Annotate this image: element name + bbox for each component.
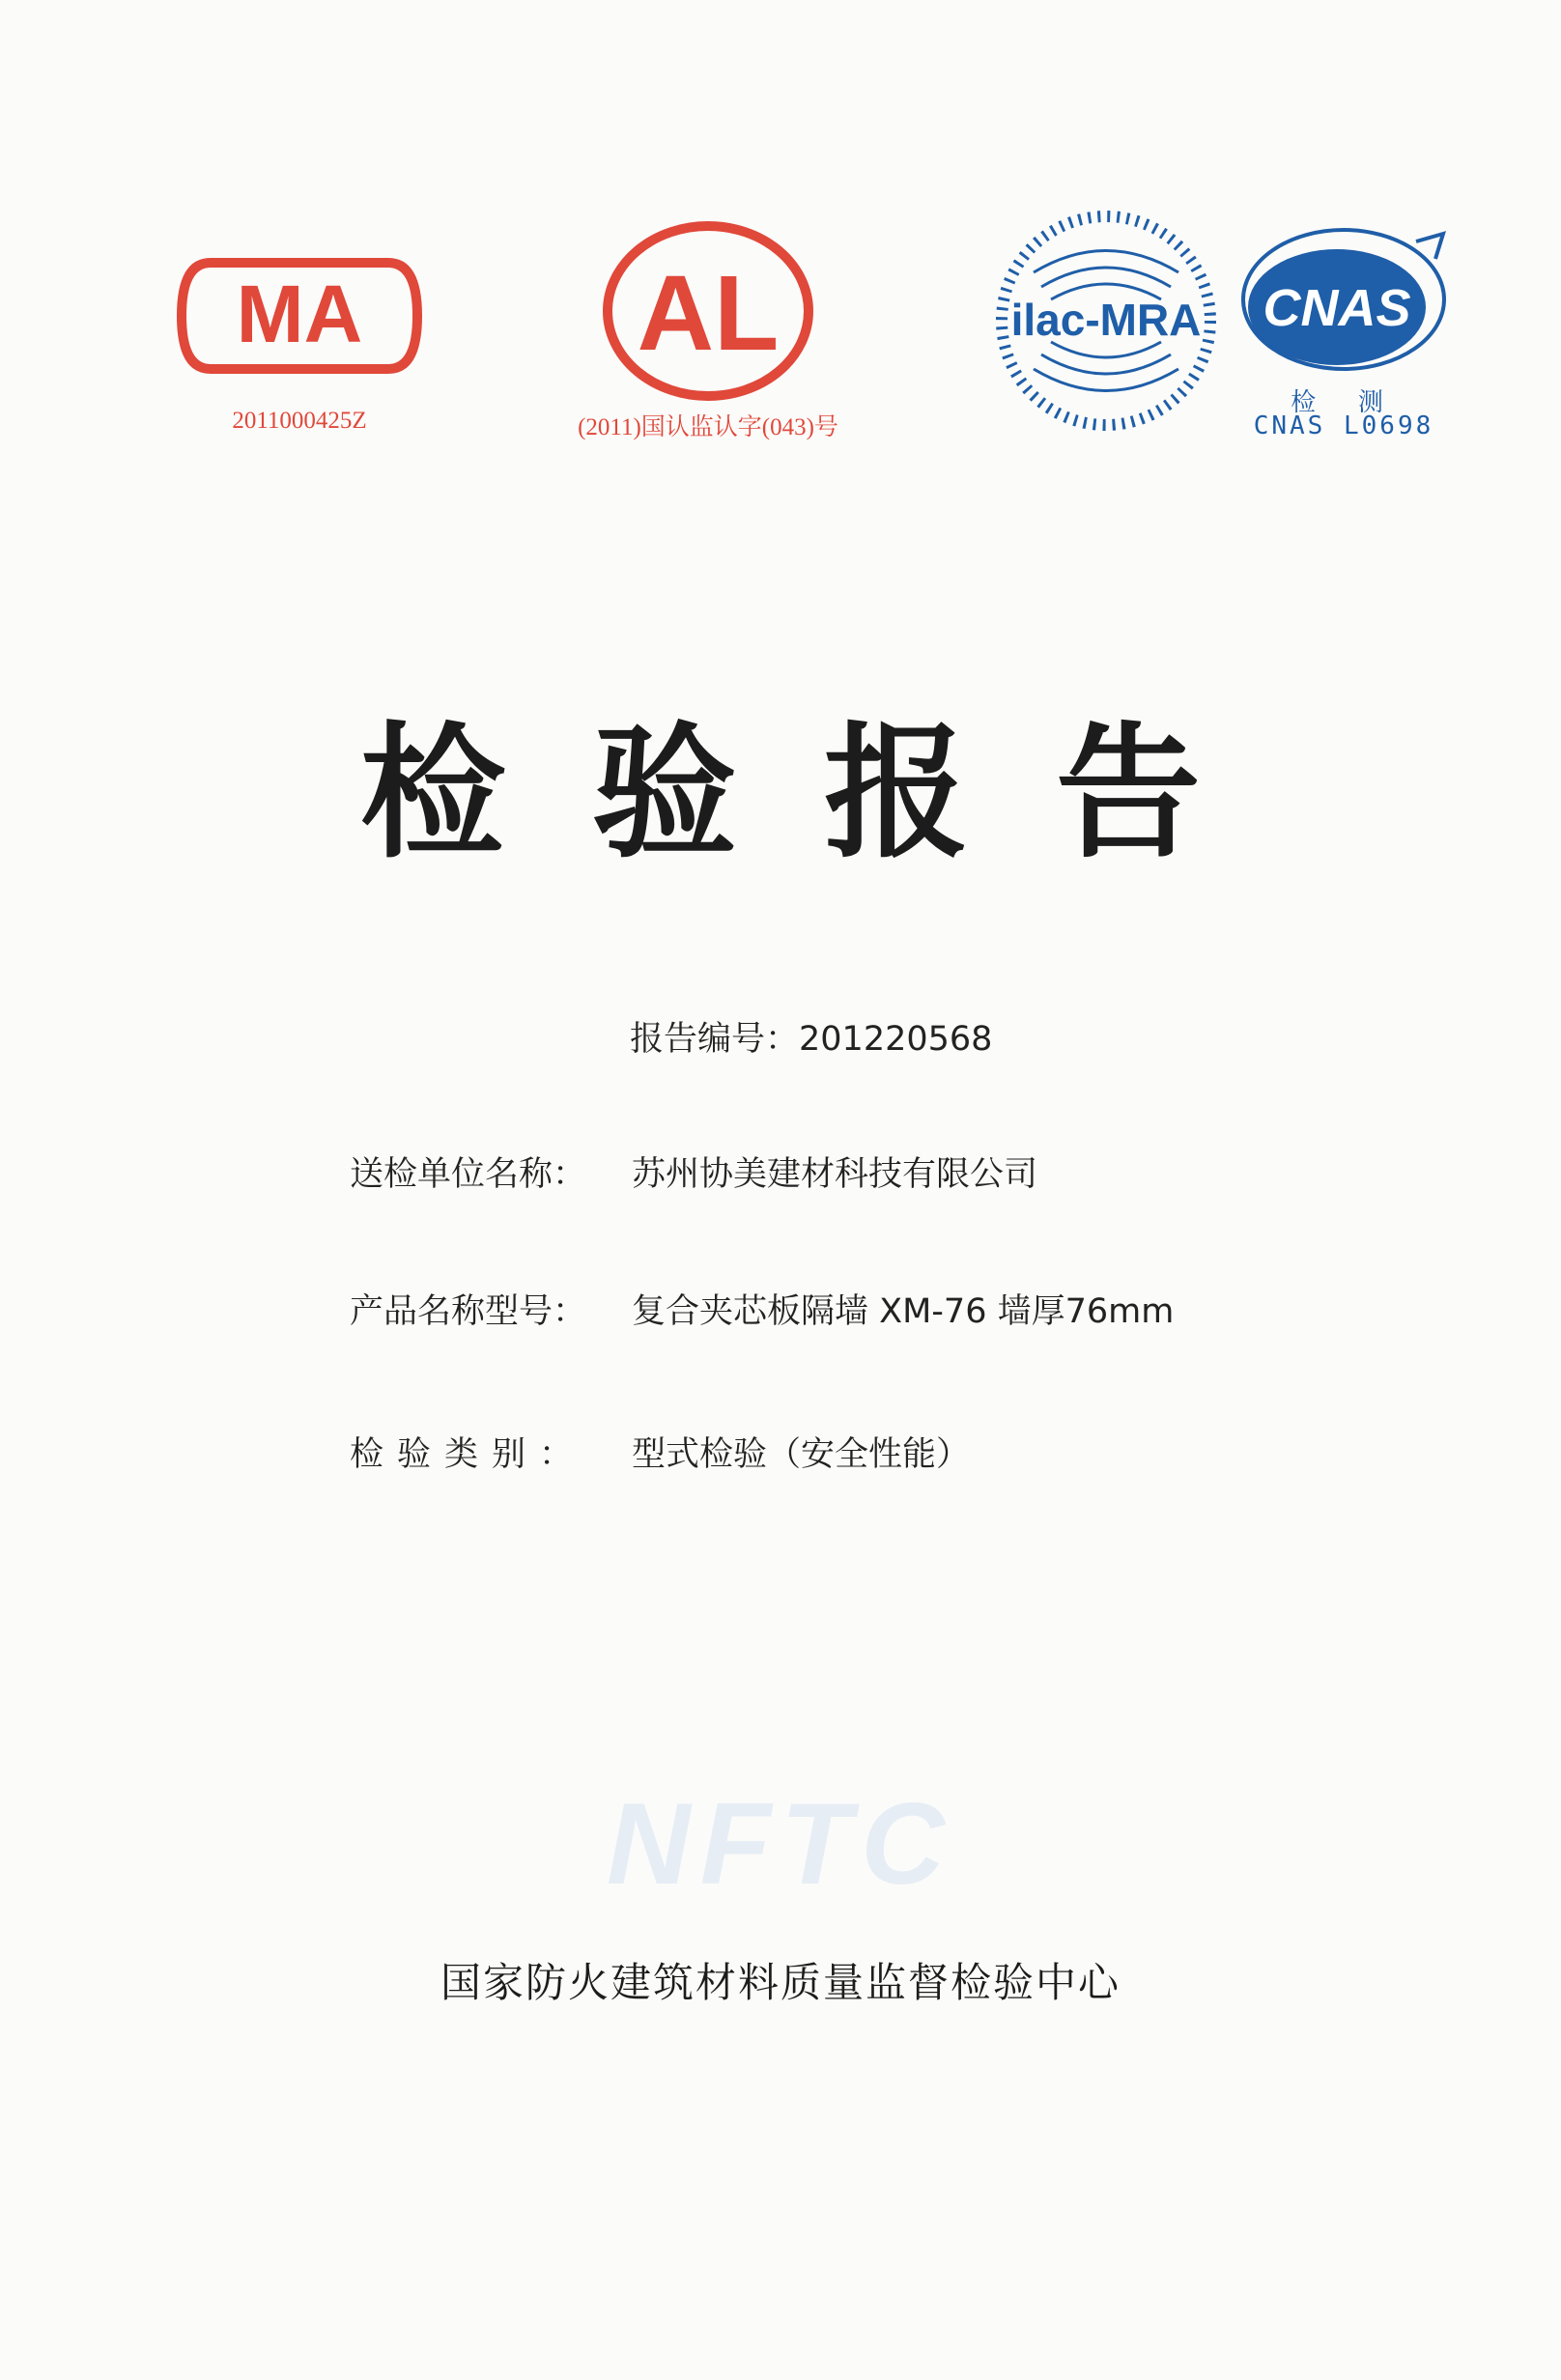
- cal-cert-number: (2011)国认监认字(043)号: [578, 414, 838, 440]
- report-number-label: 报告编号：: [630, 1020, 800, 1059]
- ilac-mra-logo: [993, 205, 1219, 437]
- cnas-cert-number: CNAS L0698: [1253, 411, 1434, 440]
- cma-cert-number: 2011000425Z: [232, 408, 367, 434]
- product-label: 产品名称型号：: [350, 1292, 587, 1331]
- ilac-mark-text: ilac-MRA: [1010, 295, 1202, 345]
- cal-logo: [597, 214, 819, 408]
- cnas-sub-label: 检 测: [1291, 388, 1397, 417]
- cma-logo: [174, 253, 425, 379]
- product-row: [350, 1285, 1174, 1333]
- test-type-label: 检验类别：: [350, 1435, 587, 1474]
- report-number: [630, 1012, 992, 1061]
- test-type-row: [350, 1428, 970, 1476]
- nftc-watermark: NFTC: [607, 1779, 954, 1909]
- cal-mark-text: AL: [637, 254, 780, 373]
- report-title: 检验报告: [359, 710, 1288, 878]
- issuing-organization: 国家防火建筑材料质量监督检验中心: [440, 1959, 1121, 2006]
- client-value: 苏州协美建材科技有限公司: [632, 1155, 1038, 1194]
- report-number-value: 201220568: [799, 1020, 993, 1059]
- cma-mark-text: MA: [236, 269, 363, 359]
- client-label: 送检单位名称：: [350, 1155, 587, 1194]
- cnas-logo: [1233, 214, 1455, 388]
- product-value: 复合夹芯板隔墙 XM-76 墙厚76mm: [632, 1292, 1175, 1331]
- client-row: [350, 1148, 1037, 1196]
- test-type-value: 型式检验（安全性能）: [632, 1435, 971, 1474]
- cnas-mark-text: CNAS: [1263, 279, 1411, 337]
